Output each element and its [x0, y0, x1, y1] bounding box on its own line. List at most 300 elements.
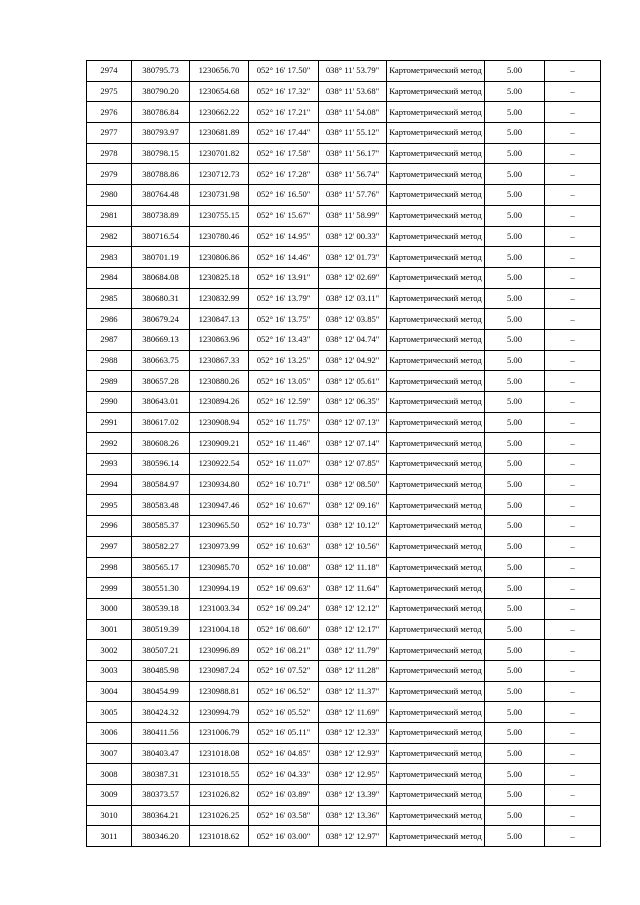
- table-row: [87, 598, 601, 619]
- point-number-cell: 2992: [87, 433, 132, 454]
- empty-value-cell: –: [545, 474, 601, 495]
- precision-cell: 5.00: [485, 81, 545, 102]
- latitude-cell: 052° 16' 12.59": [249, 392, 319, 413]
- latitude-cell: 052° 16' 17.32": [249, 81, 319, 102]
- empty-value-cell: –: [545, 495, 601, 516]
- precision-cell: 5.00: [485, 185, 545, 206]
- latitude-cell: 052° 16' 03.00": [249, 826, 319, 847]
- longitude-cell: 038° 12' 12.33": [319, 723, 387, 744]
- coord-y-cell: 1230994.79: [190, 702, 249, 723]
- coord-y-cell: 1230947.46: [190, 495, 249, 516]
- coord-y-cell: 1230731.98: [190, 185, 249, 206]
- table-row: [87, 640, 601, 661]
- point-number-cell: 3004: [87, 681, 132, 702]
- table-row: [87, 309, 601, 330]
- precision-cell: 5.00: [485, 681, 545, 702]
- method-cell: Картометрический метод: [387, 309, 485, 330]
- empty-value-cell: –: [545, 205, 601, 226]
- table-row: [87, 226, 601, 247]
- coord-y-cell: 1231006.79: [190, 723, 249, 744]
- point-number-cell: 2990: [87, 392, 132, 413]
- table-row: [87, 495, 601, 516]
- latitude-cell: 052° 16' 09.24": [249, 598, 319, 619]
- method-cell: Картометрический метод: [387, 185, 485, 206]
- longitude-cell: 038° 12' 11.79": [319, 640, 387, 661]
- longitude-cell: 038° 12' 07.14": [319, 433, 387, 454]
- point-number-cell: 2978: [87, 143, 132, 164]
- latitude-cell: 052° 16' 05.11": [249, 723, 319, 744]
- coord-y-cell: 1230832.99: [190, 288, 249, 309]
- point-number-cell: 2988: [87, 350, 132, 371]
- method-cell: Картометрический метод: [387, 578, 485, 599]
- empty-value-cell: –: [545, 681, 601, 702]
- coord-y-cell: 1231026.82: [190, 785, 249, 806]
- empty-value-cell: –: [545, 412, 601, 433]
- latitude-cell: 052° 16' 13.79": [249, 288, 319, 309]
- method-cell: Картометрический метод: [387, 536, 485, 557]
- coord-y-cell: 1230755.15: [190, 205, 249, 226]
- table-row: [87, 185, 601, 206]
- latitude-cell: 052° 16' 10.67": [249, 495, 319, 516]
- longitude-cell: 038° 12' 04.74": [319, 329, 387, 350]
- coord-y-cell: 1230965.50: [190, 516, 249, 537]
- table-row: [87, 619, 601, 640]
- empty-value-cell: –: [545, 640, 601, 661]
- method-cell: Картометрический метод: [387, 392, 485, 413]
- point-number-cell: 2993: [87, 454, 132, 475]
- empty-value-cell: –: [545, 764, 601, 785]
- table-row: [87, 164, 601, 185]
- coord-x-cell: 380403.47: [132, 743, 190, 764]
- precision-cell: 5.00: [485, 329, 545, 350]
- table-row: [87, 350, 601, 371]
- coord-x-cell: 380663.75: [132, 350, 190, 371]
- latitude-cell: 052° 16' 17.21": [249, 102, 319, 123]
- coord-x-cell: 380485.98: [132, 660, 190, 681]
- coord-y-cell: 1231004.18: [190, 619, 249, 640]
- point-number-cell: 3008: [87, 764, 132, 785]
- precision-cell: 5.00: [485, 536, 545, 557]
- point-number-cell: 3000: [87, 598, 132, 619]
- method-cell: Картометрический метод: [387, 454, 485, 475]
- latitude-cell: 052° 16' 11.07": [249, 454, 319, 475]
- coord-x-cell: 380788.86: [132, 164, 190, 185]
- precision-cell: 5.00: [485, 143, 545, 164]
- coord-y-cell: 1230994.19: [190, 578, 249, 599]
- coord-x-cell: 380716.54: [132, 226, 190, 247]
- table-row: [87, 143, 601, 164]
- table-row: [87, 412, 601, 433]
- precision-cell: 5.00: [485, 785, 545, 806]
- coord-y-cell: 1230701.82: [190, 143, 249, 164]
- coord-y-cell: 1230656.70: [190, 61, 249, 82]
- point-number-cell: 3010: [87, 805, 132, 826]
- table-row: [87, 392, 601, 413]
- empty-value-cell: –: [545, 578, 601, 599]
- latitude-cell: 052° 16' 05.52": [249, 702, 319, 723]
- point-number-cell: 3007: [87, 743, 132, 764]
- table-row: [87, 81, 601, 102]
- point-number-cell: 3003: [87, 660, 132, 681]
- coord-x-cell: 380539.18: [132, 598, 190, 619]
- table-row: [87, 267, 601, 288]
- precision-cell: 5.00: [485, 123, 545, 144]
- point-number-cell: 2976: [87, 102, 132, 123]
- precision-cell: 5.00: [485, 61, 545, 82]
- empty-value-cell: –: [545, 598, 601, 619]
- point-number-cell: 2981: [87, 205, 132, 226]
- coord-x-cell: 380617.02: [132, 412, 190, 433]
- longitude-cell: 038° 11' 58.99": [319, 205, 387, 226]
- longitude-cell: 038° 12' 11.69": [319, 702, 387, 723]
- precision-cell: 5.00: [485, 205, 545, 226]
- latitude-cell: 052° 16' 11.75": [249, 412, 319, 433]
- table-row: [87, 826, 601, 847]
- longitude-cell: 038° 11' 56.17": [319, 143, 387, 164]
- coord-x-cell: 380643.01: [132, 392, 190, 413]
- coord-x-cell: 380679.24: [132, 309, 190, 330]
- latitude-cell: 052° 16' 10.73": [249, 516, 319, 537]
- coord-x-cell: 380793.97: [132, 123, 190, 144]
- longitude-cell: 038° 11' 57.76": [319, 185, 387, 206]
- empty-value-cell: –: [545, 702, 601, 723]
- coord-x-cell: 380373.57: [132, 785, 190, 806]
- point-number-cell: 3011: [87, 826, 132, 847]
- method-cell: Картометрический метод: [387, 123, 485, 144]
- longitude-cell: 038° 12' 11.18": [319, 557, 387, 578]
- longitude-cell: 038° 12' 01.73": [319, 247, 387, 268]
- coord-x-cell: 380786.84: [132, 102, 190, 123]
- empty-value-cell: –: [545, 660, 601, 681]
- coord-x-cell: 380608.26: [132, 433, 190, 454]
- latitude-cell: 052° 16' 14.95": [249, 226, 319, 247]
- coord-y-cell: 1231018.62: [190, 826, 249, 847]
- precision-cell: 5.00: [485, 350, 545, 371]
- coord-y-cell: 1230987.24: [190, 660, 249, 681]
- coord-y-cell: 1230863.96: [190, 329, 249, 350]
- coord-x-cell: 380387.31: [132, 764, 190, 785]
- longitude-cell: 038° 11' 53.79": [319, 61, 387, 82]
- method-cell: Картометрический метод: [387, 164, 485, 185]
- method-cell: Картометрический метод: [387, 681, 485, 702]
- method-cell: Картометрический метод: [387, 743, 485, 764]
- longitude-cell: 038° 11' 55.12": [319, 123, 387, 144]
- table-row: [87, 371, 601, 392]
- empty-value-cell: –: [545, 433, 601, 454]
- precision-cell: 5.00: [485, 412, 545, 433]
- table-row: [87, 433, 601, 454]
- coord-y-cell: 1231018.55: [190, 764, 249, 785]
- empty-value-cell: –: [545, 805, 601, 826]
- coord-y-cell: 1230988.81: [190, 681, 249, 702]
- coord-y-cell: 1230973.99: [190, 536, 249, 557]
- longitude-cell: 038° 12' 04.92": [319, 350, 387, 371]
- precision-cell: 5.00: [485, 660, 545, 681]
- method-cell: Картометрический метод: [387, 495, 485, 516]
- point-number-cell: 2987: [87, 329, 132, 350]
- empty-value-cell: –: [545, 516, 601, 537]
- longitude-cell: 038° 12' 02.69": [319, 267, 387, 288]
- table-row: [87, 660, 601, 681]
- empty-value-cell: –: [545, 371, 601, 392]
- table-row: [87, 329, 601, 350]
- latitude-cell: 052° 16' 13.05": [249, 371, 319, 392]
- table-row: [87, 536, 601, 557]
- longitude-cell: 038° 12' 10.12": [319, 516, 387, 537]
- empty-value-cell: –: [545, 164, 601, 185]
- table-row: [87, 516, 601, 537]
- coord-x-cell: 380596.14: [132, 454, 190, 475]
- latitude-cell: 052° 16' 07.52": [249, 660, 319, 681]
- method-cell: Картометрический метод: [387, 785, 485, 806]
- method-cell: Картометрический метод: [387, 288, 485, 309]
- coord-y-cell: 1230934.80: [190, 474, 249, 495]
- coord-y-cell: 1231003.34: [190, 598, 249, 619]
- coord-y-cell: 1230654.68: [190, 81, 249, 102]
- latitude-cell: 052° 16' 17.58": [249, 143, 319, 164]
- method-cell: Картометрический метод: [387, 723, 485, 744]
- longitude-cell: 038° 12' 00.33": [319, 226, 387, 247]
- empty-value-cell: –: [545, 309, 601, 330]
- latitude-cell: 052° 16' 04.33": [249, 764, 319, 785]
- method-cell: Картометрический метод: [387, 267, 485, 288]
- latitude-cell: 052° 16' 13.43": [249, 329, 319, 350]
- table-row: [87, 785, 601, 806]
- coord-x-cell: 380585.37: [132, 516, 190, 537]
- coord-y-cell: 1230985.70: [190, 557, 249, 578]
- precision-cell: 5.00: [485, 598, 545, 619]
- method-cell: Картометрический метод: [387, 557, 485, 578]
- method-cell: Картометрический метод: [387, 329, 485, 350]
- empty-value-cell: –: [545, 143, 601, 164]
- longitude-cell: 038° 12' 12.93": [319, 743, 387, 764]
- method-cell: Картометрический метод: [387, 371, 485, 392]
- table-row: [87, 681, 601, 702]
- coord-x-cell: 380584.97: [132, 474, 190, 495]
- table-row: [87, 474, 601, 495]
- empty-value-cell: –: [545, 185, 601, 206]
- method-cell: Картометрический метод: [387, 764, 485, 785]
- point-number-cell: 3006: [87, 723, 132, 744]
- empty-value-cell: –: [545, 392, 601, 413]
- precision-cell: 5.00: [485, 578, 545, 599]
- coord-y-cell: 1231026.25: [190, 805, 249, 826]
- precision-cell: 5.00: [485, 454, 545, 475]
- longitude-cell: 038° 12' 13.36": [319, 805, 387, 826]
- coord-y-cell: 1230662.22: [190, 102, 249, 123]
- point-number-cell: 2974: [87, 61, 132, 82]
- longitude-cell: 038° 12' 03.85": [319, 309, 387, 330]
- coord-x-cell: 380657.28: [132, 371, 190, 392]
- coord-x-cell: 380680.31: [132, 288, 190, 309]
- latitude-cell: 052° 16' 13.91": [249, 267, 319, 288]
- latitude-cell: 052° 16' 04.85": [249, 743, 319, 764]
- longitude-cell: 038° 12' 07.13": [319, 412, 387, 433]
- table-row: [87, 61, 601, 82]
- latitude-cell: 052° 16' 10.63": [249, 536, 319, 557]
- point-number-cell: 2989: [87, 371, 132, 392]
- longitude-cell: 038° 12' 11.64": [319, 578, 387, 599]
- latitude-cell: 052° 16' 08.21": [249, 640, 319, 661]
- method-cell: Картометрический метод: [387, 826, 485, 847]
- point-number-cell: 2986: [87, 309, 132, 330]
- longitude-cell: 038° 12' 11.28": [319, 660, 387, 681]
- table-row: [87, 578, 601, 599]
- precision-cell: 5.00: [485, 392, 545, 413]
- method-cell: Картометрический метод: [387, 433, 485, 454]
- precision-cell: 5.00: [485, 288, 545, 309]
- point-number-cell: 2982: [87, 226, 132, 247]
- coord-y-cell: 1230909.21: [190, 433, 249, 454]
- empty-value-cell: –: [545, 743, 601, 764]
- table-row: [87, 743, 601, 764]
- longitude-cell: 038° 12' 10.56": [319, 536, 387, 557]
- empty-value-cell: –: [545, 723, 601, 744]
- empty-value-cell: –: [545, 102, 601, 123]
- table-row: [87, 805, 601, 826]
- precision-cell: 5.00: [485, 805, 545, 826]
- latitude-cell: 052° 16' 13.25": [249, 350, 319, 371]
- precision-cell: 5.00: [485, 102, 545, 123]
- empty-value-cell: –: [545, 123, 601, 144]
- precision-cell: 5.00: [485, 247, 545, 268]
- coord-x-cell: 380582.27: [132, 536, 190, 557]
- coord-y-cell: 1230880.26: [190, 371, 249, 392]
- coord-x-cell: 380507.21: [132, 640, 190, 661]
- method-cell: Картометрический метод: [387, 516, 485, 537]
- latitude-cell: 052° 16' 09.63": [249, 578, 319, 599]
- point-number-cell: 2980: [87, 185, 132, 206]
- table-row: [87, 702, 601, 723]
- longitude-cell: 038° 12' 07.85": [319, 454, 387, 475]
- coord-y-cell: 1230847.13: [190, 309, 249, 330]
- latitude-cell: 052° 16' 10.08": [249, 557, 319, 578]
- table-row: [87, 123, 601, 144]
- point-number-cell: 2977: [87, 123, 132, 144]
- latitude-cell: 052° 16' 17.28": [249, 164, 319, 185]
- table-row: [87, 102, 601, 123]
- method-cell: Картометрический метод: [387, 412, 485, 433]
- coord-y-cell: 1230908.94: [190, 412, 249, 433]
- coord-y-cell: 1230712.73: [190, 164, 249, 185]
- latitude-cell: 052° 16' 03.58": [249, 805, 319, 826]
- longitude-cell: 038° 12' 06.35": [319, 392, 387, 413]
- longitude-cell: 038° 11' 54.08": [319, 102, 387, 123]
- point-number-cell: 3005: [87, 702, 132, 723]
- longitude-cell: 038° 12' 12.95": [319, 764, 387, 785]
- method-cell: Картометрический метод: [387, 205, 485, 226]
- longitude-cell: 038° 12' 03.11": [319, 288, 387, 309]
- longitude-cell: 038° 12' 12.12": [319, 598, 387, 619]
- coord-x-cell: 380701.19: [132, 247, 190, 268]
- empty-value-cell: –: [545, 247, 601, 268]
- precision-cell: 5.00: [485, 309, 545, 330]
- coord-x-cell: 380795.73: [132, 61, 190, 82]
- precision-cell: 5.00: [485, 764, 545, 785]
- method-cell: Картометрический метод: [387, 660, 485, 681]
- coord-x-cell: 380764.48: [132, 185, 190, 206]
- point-number-cell: 2985: [87, 288, 132, 309]
- empty-value-cell: –: [545, 454, 601, 475]
- table-row: [87, 205, 601, 226]
- coord-y-cell: 1230996.89: [190, 640, 249, 661]
- coordinates-table-body: [87, 61, 601, 847]
- longitude-cell: 038° 12' 08.50": [319, 474, 387, 495]
- empty-value-cell: –: [545, 329, 601, 350]
- point-number-cell: 3001: [87, 619, 132, 640]
- latitude-cell: 052° 16' 13.75": [249, 309, 319, 330]
- empty-value-cell: –: [545, 81, 601, 102]
- longitude-cell: 038° 11' 53.68": [319, 81, 387, 102]
- precision-cell: 5.00: [485, 371, 545, 392]
- method-cell: Картометрический метод: [387, 102, 485, 123]
- longitude-cell: 038° 12' 11.37": [319, 681, 387, 702]
- empty-value-cell: –: [545, 61, 601, 82]
- precision-cell: 5.00: [485, 433, 545, 454]
- longitude-cell: 038° 11' 56.74": [319, 164, 387, 185]
- precision-cell: 5.00: [485, 640, 545, 661]
- precision-cell: 5.00: [485, 557, 545, 578]
- point-number-cell: 2991: [87, 412, 132, 433]
- table-row: [87, 723, 601, 744]
- precision-cell: 5.00: [485, 164, 545, 185]
- longitude-cell: 038° 12' 13.39": [319, 785, 387, 806]
- method-cell: Картометрический метод: [387, 247, 485, 268]
- point-number-cell: 3002: [87, 640, 132, 661]
- coord-x-cell: 380790.20: [132, 81, 190, 102]
- coord-y-cell: 1230894.26: [190, 392, 249, 413]
- coord-y-cell: 1230681.89: [190, 123, 249, 144]
- latitude-cell: 052° 16' 17.44": [249, 123, 319, 144]
- coord-x-cell: 380583.48: [132, 495, 190, 516]
- coord-x-cell: 380669.13: [132, 329, 190, 350]
- latitude-cell: 052° 16' 17.50": [249, 61, 319, 82]
- precision-cell: 5.00: [485, 723, 545, 744]
- point-number-cell: 2998: [87, 557, 132, 578]
- coord-x-cell: 380565.17: [132, 557, 190, 578]
- coord-x-cell: 380519.39: [132, 619, 190, 640]
- point-number-cell: 2999: [87, 578, 132, 599]
- table-row: [87, 454, 601, 475]
- method-cell: Картометрический метод: [387, 474, 485, 495]
- table-row: [87, 288, 601, 309]
- coord-x-cell: 380551.30: [132, 578, 190, 599]
- point-number-cell: 2975: [87, 81, 132, 102]
- coord-x-cell: 380411.56: [132, 723, 190, 744]
- empty-value-cell: –: [545, 785, 601, 806]
- coord-x-cell: 380424.32: [132, 702, 190, 723]
- method-cell: Картометрический метод: [387, 81, 485, 102]
- method-cell: Картометрический метод: [387, 350, 485, 371]
- precision-cell: 5.00: [485, 743, 545, 764]
- method-cell: Картометрический метод: [387, 61, 485, 82]
- longitude-cell: 038° 12' 09.16": [319, 495, 387, 516]
- coord-y-cell: 1230867.33: [190, 350, 249, 371]
- precision-cell: 5.00: [485, 474, 545, 495]
- point-number-cell: 2984: [87, 267, 132, 288]
- precision-cell: 5.00: [485, 826, 545, 847]
- precision-cell: 5.00: [485, 619, 545, 640]
- table-row: [87, 247, 601, 268]
- coord-x-cell: 380798.15: [132, 143, 190, 164]
- empty-value-cell: –: [545, 288, 601, 309]
- point-number-cell: 2979: [87, 164, 132, 185]
- latitude-cell: 052° 16' 03.89": [249, 785, 319, 806]
- longitude-cell: 038° 12' 05.61": [319, 371, 387, 392]
- latitude-cell: 052° 16' 06.52": [249, 681, 319, 702]
- latitude-cell: 052° 16' 10.71": [249, 474, 319, 495]
- coordinates-table: [86, 60, 601, 847]
